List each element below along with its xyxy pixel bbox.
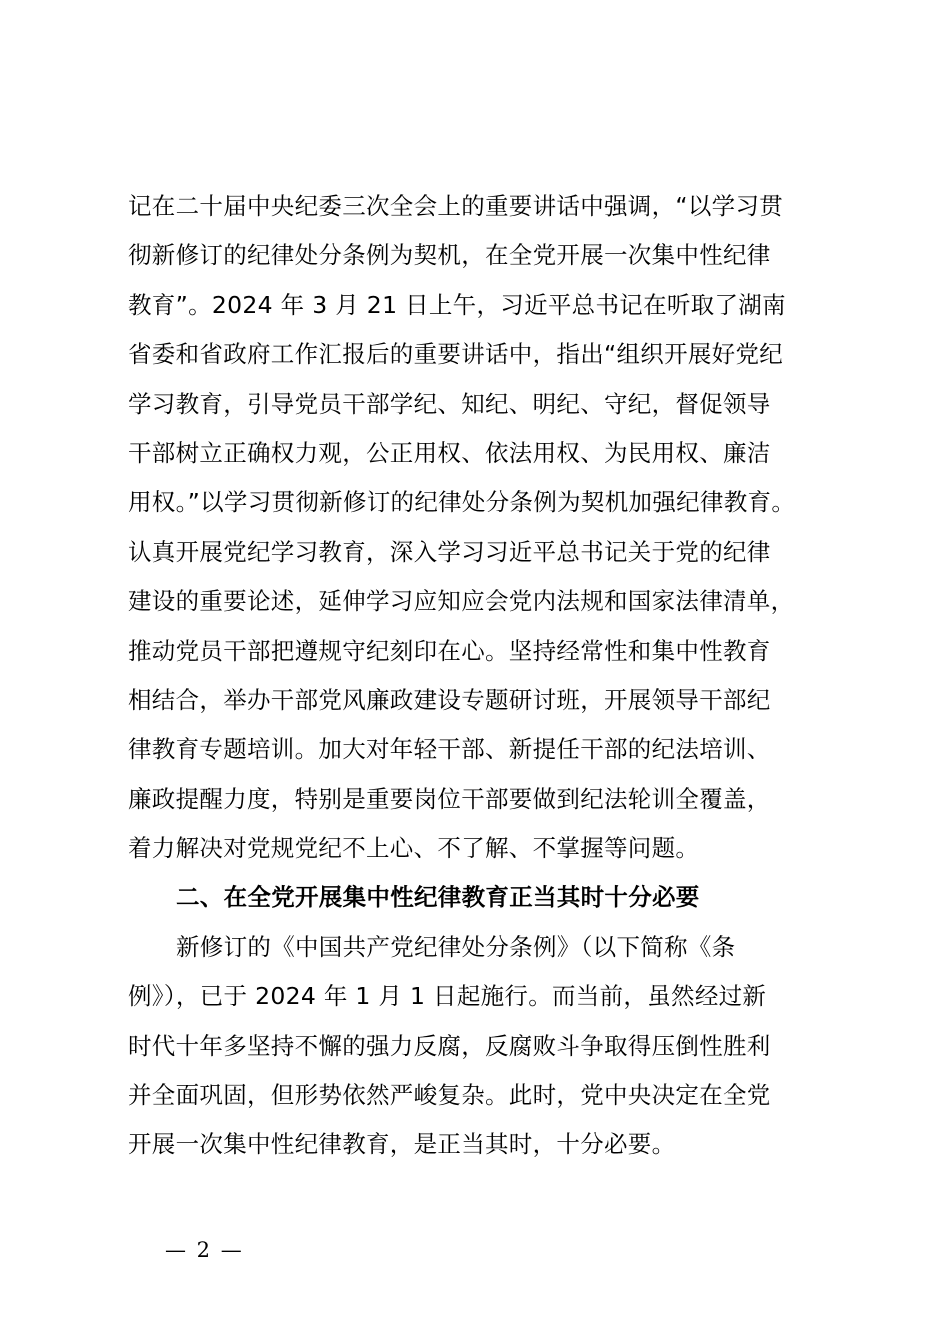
text-line: 记在二十届中央纪委三次全会上的重要讲话中强调，“以学习贯 bbox=[128, 192, 784, 220]
text-line: 认真开展党纪学习教育，深入学习习近平总书记关于党的纪律 bbox=[128, 537, 771, 566]
text-line: 着力解决对党规党纪不上心、不了解、不掌握等问题。 bbox=[128, 834, 700, 863]
text-line: 彻新修订的纪律处分条例为契机，在全党开展一次集中性纪律 bbox=[128, 241, 771, 270]
text-line: 时代十年多坚持不懈的强力反腐，反腐败斗争取得压倒性胜利 bbox=[128, 1031, 771, 1060]
text-line: 学习教育，引导党员干部学纪、知纪、明纪、守纪，督促领导 bbox=[128, 389, 771, 418]
text-line: 新修订的《中国共产党纪律处分条例》（以下简称《条 bbox=[176, 932, 736, 961]
text-line: 例》），已于 2024 年 1 月 1 日起施行。而当前，虽然经过新 bbox=[128, 982, 767, 1011]
text-line: 用权。”以学习贯彻新修订的纪律处分条例为契机加强纪律教育。 bbox=[128, 488, 796, 517]
section-heading: 二、在全党开展集中性纪律教育正当其时十分必要 bbox=[176, 883, 700, 912]
text-line: 相结合，举办干部党风廉政建设专题研讨班，开展领导干部纪 bbox=[128, 685, 771, 714]
paragraph-2 bbox=[128, 923, 848, 1170]
text-line: 开展一次集中性纪律教育，是正当其时，十分必要。 bbox=[128, 1130, 676, 1159]
text-line: 并全面巩固，但形势依然严峻复杂。此时，党中央决定在全党 bbox=[128, 1081, 771, 1110]
text-line: 建设的重要论述，延伸学习应知应会党内法规和国家法律清单， bbox=[128, 587, 795, 616]
text-line: 廉政提醒力度，特别是重要岗位干部要做到纪法轮训全覆盖， bbox=[128, 784, 771, 813]
page-number: — 2 — bbox=[165, 1238, 244, 1262]
document-body bbox=[128, 182, 848, 1170]
text-line: 干部树立正确权力观，公正用权、依法用权、为民用权、廉洁 bbox=[128, 438, 771, 467]
text-line: 律教育专题培训。加大对年轻干部、新提任干部的纪法培训、 bbox=[128, 735, 771, 764]
text-line: 教育”。2024 年 3 月 21 日上午，习近平总书记在听取了湖南 bbox=[128, 290, 786, 319]
text-line: 省委和省政府工作汇报后的重要讲话中，指出“组织开展好党纪 bbox=[128, 340, 784, 369]
text-line: 推动党员干部把遵规守纪刻印在心。坚持经常性和集中性教育 bbox=[128, 636, 771, 665]
paragraph-1 bbox=[128, 182, 848, 873]
